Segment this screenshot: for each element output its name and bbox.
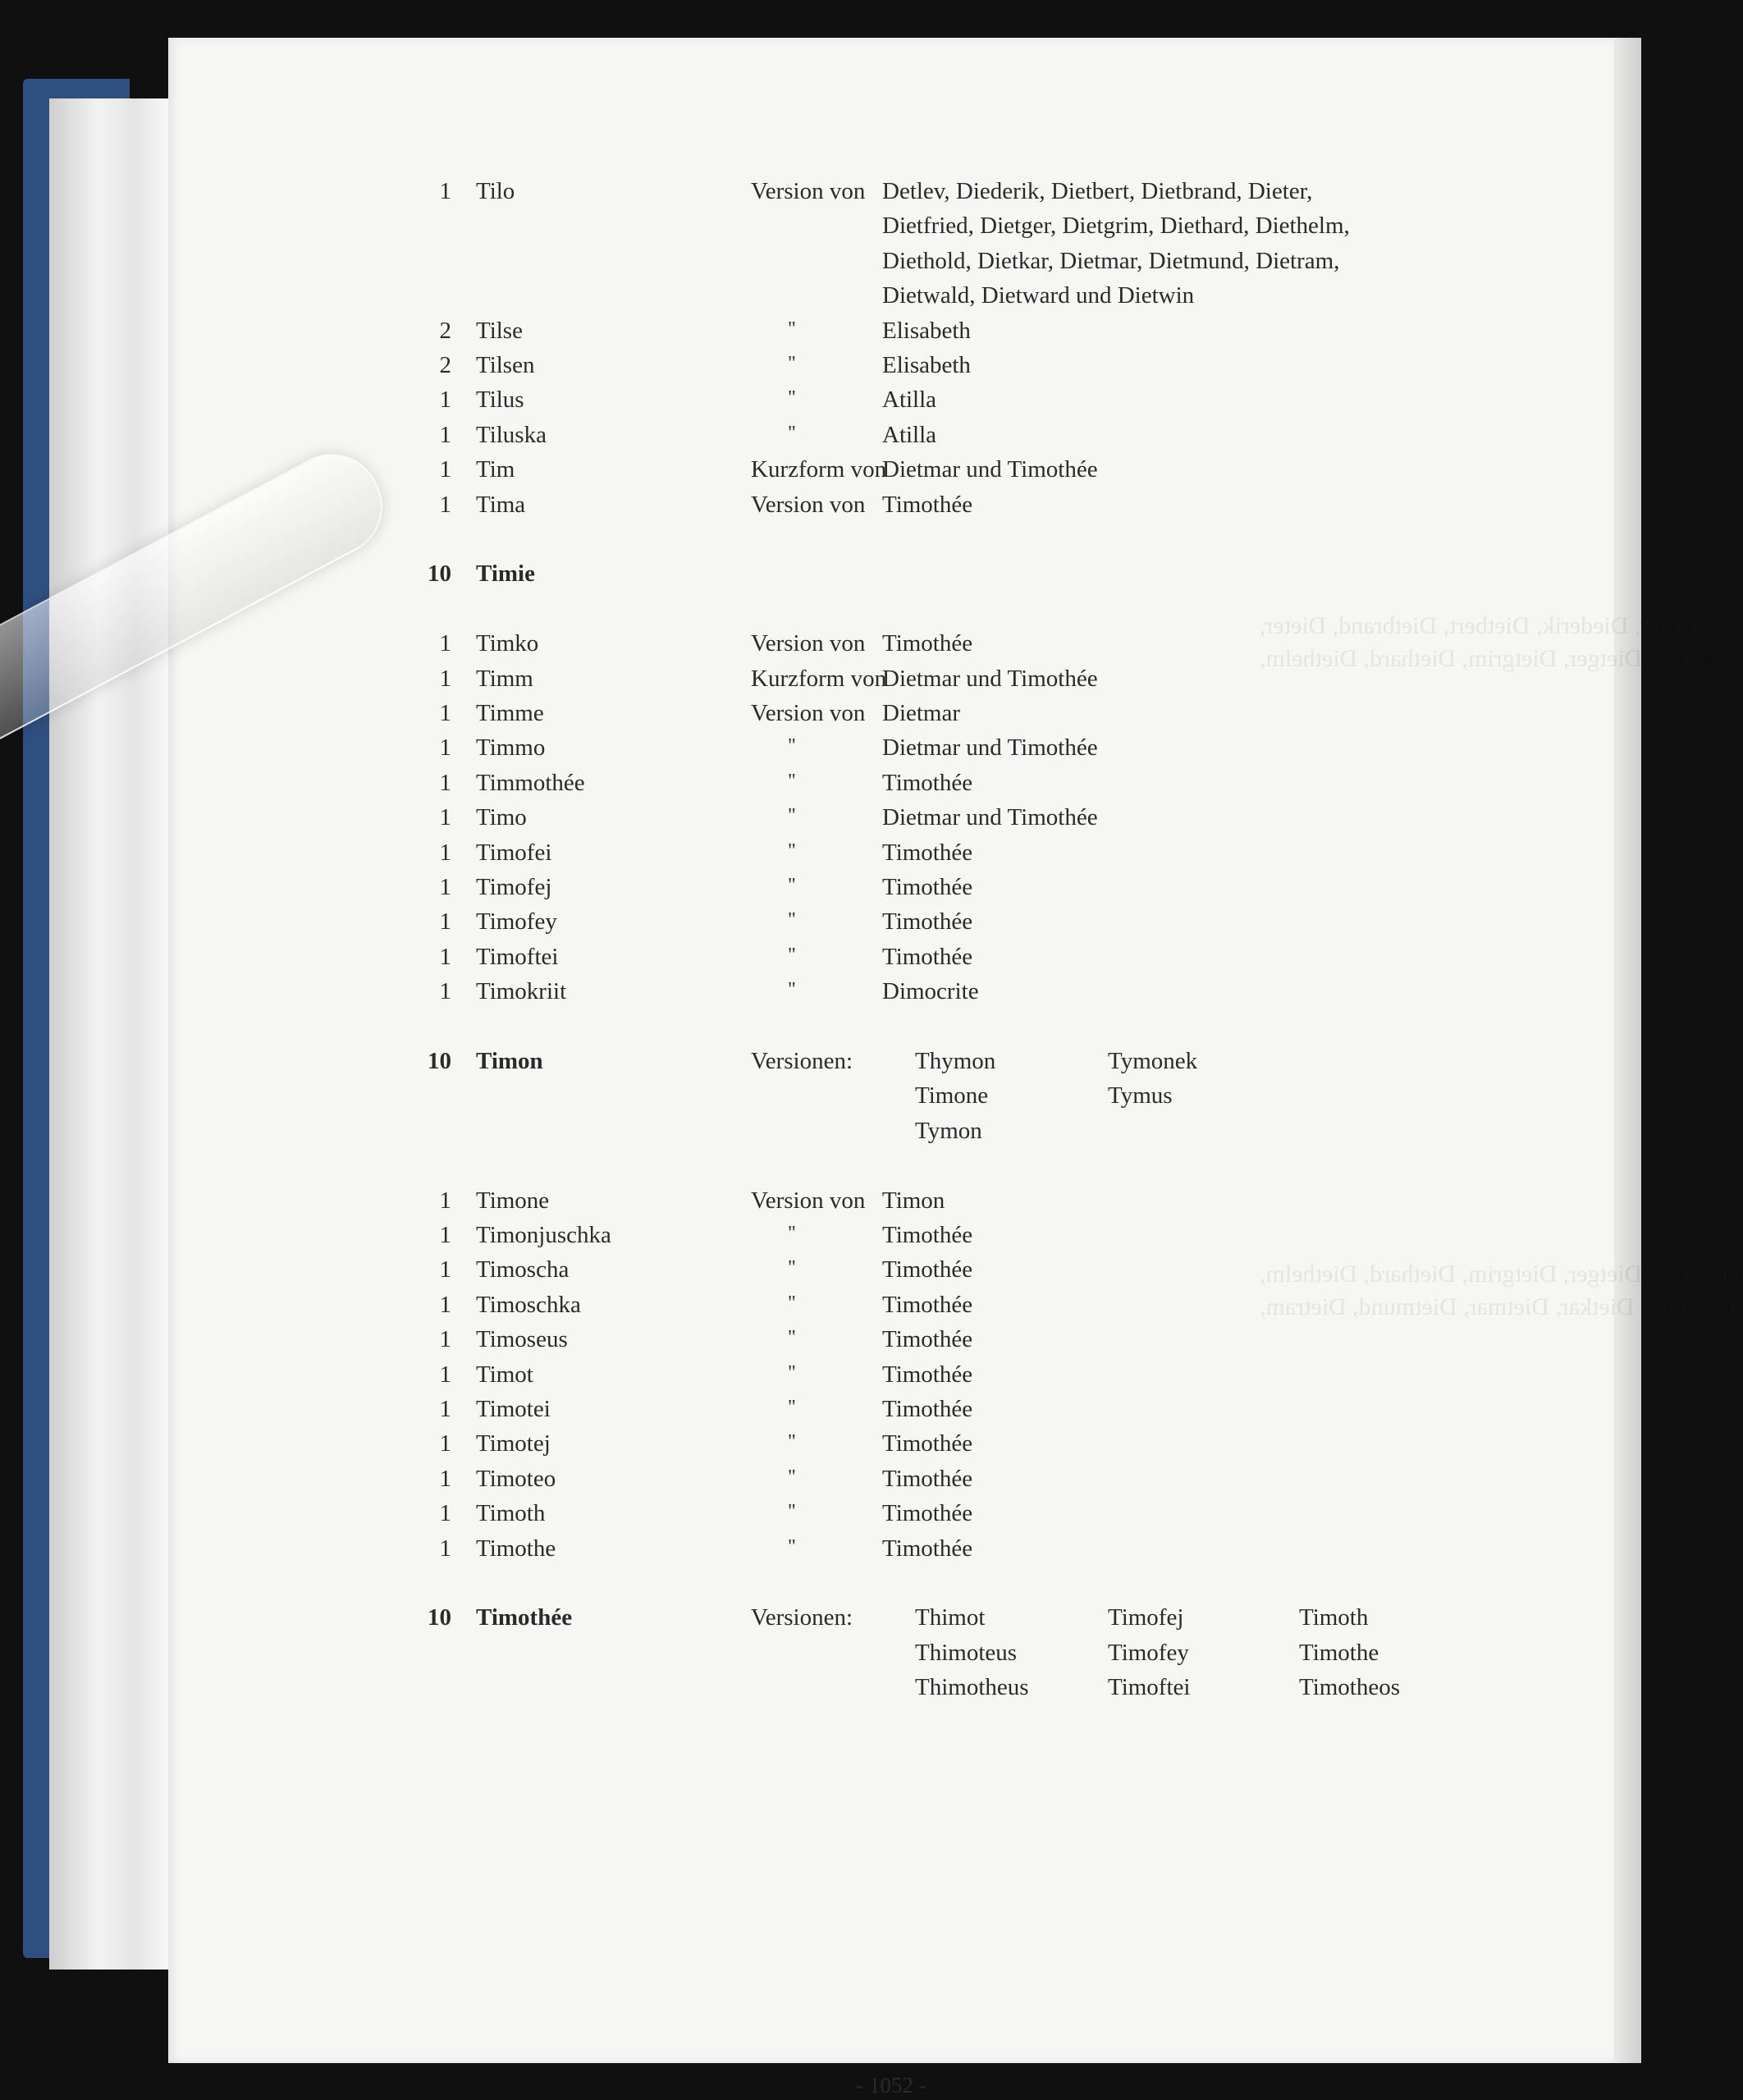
version-name: Tymonek	[1108, 1048, 1198, 1074]
entry-name: Timoftei	[476, 943, 559, 970]
entry-reference: Elisabeth	[882, 317, 971, 344]
entry-reference: Timothée	[882, 1535, 973, 1562]
entry-count: 1	[439, 1326, 451, 1353]
version-name: Thimotheus	[915, 1674, 1029, 1701]
entry-name: Tilo	[476, 178, 515, 204]
entry-reference: Timothée	[882, 491, 973, 518]
entry-reference: Timothée	[882, 908, 973, 936]
entry-count: 1	[439, 421, 451, 448]
version-name: Timofej	[1108, 1604, 1184, 1631]
entry-name: Timofej	[476, 874, 552, 900]
entry-name: Timotej	[476, 1430, 551, 1457]
entry-name: Tima	[476, 491, 526, 518]
entry-reference: Atilla	[882, 421, 937, 448]
entry-count: 1	[439, 1535, 451, 1562]
entry-reference-line: Dietfried, Dietger, Dietgrim, Diethard, Diethelm,	[882, 213, 1350, 240]
entry-reference: Elisabeth	[882, 352, 971, 378]
entry-count: 10	[428, 560, 451, 588]
ditto-mark: "	[788, 318, 796, 340]
entry-type: Versionen:	[751, 1604, 853, 1631]
entry-reference: Atilla	[882, 387, 937, 414]
ditto-mark: "	[788, 1466, 796, 1488]
version-name: Timoth	[1299, 1604, 1369, 1631]
entry-reference: Timon	[882, 1187, 945, 1214]
version-name: Thimot	[915, 1604, 986, 1631]
entry-count: 1	[439, 700, 451, 726]
ditto-mark: "	[788, 1501, 796, 1523]
entry-count: 1	[439, 1222, 451, 1248]
entry-reference: Timothée	[882, 1222, 973, 1248]
entry-type: Version von	[751, 491, 866, 518]
entry-type: Kurzform von	[751, 665, 887, 692]
entry-name: Timot	[476, 1361, 533, 1388]
entry-reference: Timothée	[882, 1291, 973, 1318]
entry-name: Timone	[476, 1187, 550, 1214]
entry-name: Timmothée	[476, 769, 585, 796]
entry-name: Timm	[476, 665, 533, 692]
entry-reference: Timothée	[882, 943, 973, 970]
page-edges	[49, 98, 172, 1970]
entry-type: Version von	[751, 1187, 866, 1214]
version-name: Tymon	[915, 1117, 982, 1144]
show-through: Detlev, Diederik, Dietbert, Dietbrand, Dieter, Dietfried, Dietger, Dietgrim, Diethard, Diethelm, Dietfried, Dietger, Dietgrim, Diethard, Diethelm, Diethold, Dietkar, Dietmar, Dietmund, Dietram,	[1260, 612, 1743, 1320]
entry-reference: Timothée	[882, 1326, 973, 1353]
entry-name: Timothe	[476, 1535, 556, 1562]
ditto-mark: "	[788, 805, 796, 827]
entry-reference: Dietmar und Timothée	[882, 456, 1098, 483]
entry-name: Timoschka	[476, 1291, 581, 1318]
entry-name: Timie	[476, 560, 535, 588]
entry-count: 1	[439, 1430, 451, 1457]
entry-reference-line: Detlev, Diederik, Dietbert, Dietbrand, Dieter,	[882, 178, 1313, 204]
entry-count: 1	[439, 387, 451, 414]
entry-reference: Dimocrite	[882, 978, 979, 1005]
entry-count: 1	[439, 908, 451, 936]
entry-count: 1	[439, 769, 451, 796]
entry-type: Version von	[751, 630, 866, 657]
entry-count: 1	[439, 1256, 451, 1283]
entry-count: 1	[439, 178, 451, 204]
entry-count: 1	[439, 1361, 451, 1388]
entry-count: 2	[439, 352, 451, 378]
entry-name: Timme	[476, 700, 544, 726]
version-name: Tymus	[1108, 1082, 1173, 1109]
ditto-mark: "	[788, 1292, 796, 1314]
entry-name: Timotei	[476, 1396, 551, 1422]
entry-reference: Timothée	[882, 1361, 973, 1388]
entry-reference: Dietmar und Timothée	[882, 734, 1098, 762]
ditto-mark: "	[788, 944, 796, 966]
entry-count: 10	[428, 1048, 451, 1074]
entry-name: Timoscha	[476, 1256, 570, 1283]
entry-name: Tilse	[476, 317, 523, 344]
entry-name: Timoth	[476, 1500, 546, 1527]
ditto-mark: "	[788, 353, 796, 374]
version-name: Timone	[915, 1082, 989, 1109]
ditto-mark: "	[788, 422, 796, 444]
ditto-mark: "	[788, 387, 796, 409]
version-name: Timofey	[1108, 1639, 1189, 1666]
entry-name: Timofei	[476, 839, 552, 866]
entry-type: Version von	[751, 700, 866, 726]
entry-type: Versionen:	[751, 1048, 853, 1074]
entry-name: Tilsen	[476, 352, 535, 378]
entry-type: Version von	[751, 178, 866, 204]
entry-name: Timothée	[476, 1604, 573, 1631]
entry-count: 1	[439, 1291, 451, 1318]
book-page	[168, 38, 1743, 2098]
ditto-mark: "	[788, 1535, 796, 1558]
entry-count: 1	[439, 665, 451, 692]
ditto-mark: "	[788, 1327, 796, 1349]
entry-name: Timoteo	[476, 1465, 556, 1492]
entry-count: 1	[439, 1396, 451, 1422]
entry-count: 1	[439, 874, 451, 900]
entry-reference: Timothée	[882, 839, 973, 866]
entry-reference: Timothée	[882, 1465, 973, 1492]
entry-name: Tim	[476, 456, 515, 483]
entry-name: Timonjuschka	[476, 1222, 611, 1248]
entry-name: Timofey	[476, 908, 557, 936]
ditto-mark: "	[788, 1257, 796, 1279]
ditto-mark: "	[788, 1223, 796, 1244]
entry-count: 2	[439, 317, 451, 344]
entry-name: Timko	[476, 630, 539, 657]
ditto-mark: "	[788, 1397, 796, 1418]
ditto-mark: "	[788, 735, 796, 757]
entry-reference: Timothée	[882, 1430, 973, 1457]
entry-name: Timoseus	[476, 1326, 568, 1353]
entry-reference: Dietmar und Timothée	[882, 804, 1098, 831]
entry-name: Timon	[476, 1048, 543, 1074]
entry-reference: Timothée	[882, 769, 973, 796]
entry-name: Timo	[476, 804, 527, 831]
entry-reference: Dietmar und Timothée	[882, 665, 1098, 692]
version-name: Timotheos	[1299, 1674, 1401, 1701]
entry-name: Tilus	[476, 387, 524, 414]
version-name: Thymon	[915, 1048, 996, 1074]
ditto-mark: "	[788, 1361, 796, 1384]
version-name: Timoftei	[1108, 1674, 1191, 1701]
version-name: Thimoteus	[915, 1639, 1018, 1666]
entry-type: Kurzform von	[751, 456, 887, 483]
entry-count: 1	[439, 456, 451, 483]
entry-reference-line: Dietwald, Dietward und Dietwin	[882, 282, 1195, 309]
entry-name: Timokriit	[476, 978, 567, 1005]
entry-reference: Timothée	[882, 1396, 973, 1422]
entry-count: 1	[439, 1465, 451, 1492]
entry-name: Tiluska	[476, 421, 547, 448]
ditto-mark: "	[788, 909, 796, 931]
entry-reference: Timothée	[882, 1500, 973, 1527]
entry-reference: Timothée	[882, 874, 973, 900]
ditto-mark: "	[788, 979, 796, 1001]
entry-count: 10	[428, 1604, 451, 1631]
entry-name: Timmo	[476, 734, 546, 762]
entry-count: 1	[439, 630, 451, 657]
entry-reference-line: Diethold, Dietkar, Dietmar, Dietmund, Dietram,	[882, 247, 1340, 274]
ditto-mark: "	[788, 770, 796, 792]
entry-count: 1	[439, 1187, 451, 1214]
ditto-mark: "	[788, 1431, 796, 1453]
entry-count: 1	[439, 978, 451, 1005]
entry-reference: Timothée	[882, 1256, 973, 1283]
ditto-mark: "	[788, 840, 796, 862]
entry-count: 1	[439, 839, 451, 866]
facing-page-edge	[1614, 38, 1641, 2063]
version-name: Timothe	[1299, 1639, 1379, 1666]
entry-count: 1	[439, 1500, 451, 1527]
page-number: - 1052 -	[856, 2073, 926, 2098]
entry-reference: Timothée	[882, 630, 973, 657]
entry-reference: Dietmar	[882, 700, 961, 726]
entry-count: 1	[439, 491, 451, 518]
entry-count: 1	[439, 943, 451, 970]
entry-count: 1	[439, 734, 451, 762]
entry-count: 1	[439, 804, 451, 831]
ditto-mark: "	[788, 875, 796, 896]
